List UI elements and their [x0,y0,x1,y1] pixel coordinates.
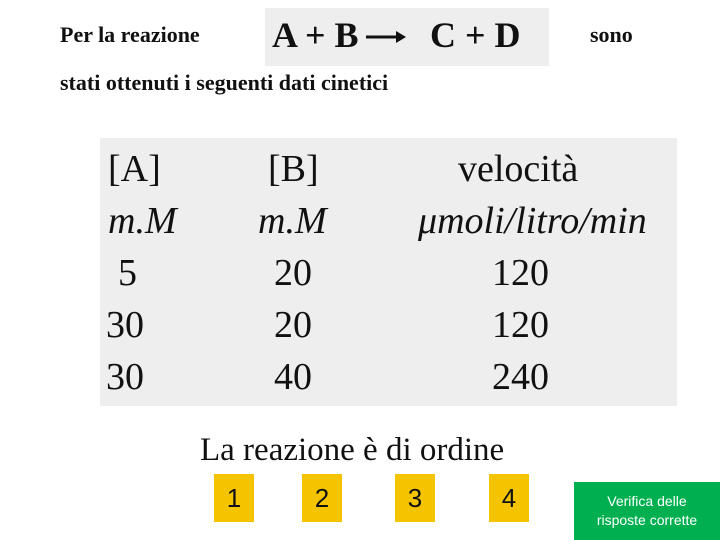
header-b: [B] [268,148,319,190]
equation-reactants: A + B [272,15,359,55]
kinetic-data-table [100,138,677,406]
header-a: [A] [108,148,161,190]
cell-a-3: 30 [106,356,144,398]
intro-line2: stati ottenuti i seguenti dati cinetici [60,70,389,95]
intro-line1-start: Per la reazione [60,22,200,47]
option-1-button[interactable]: 1 [214,474,254,522]
cell-rate-1: 120 [492,252,549,294]
question-text: La reazione è di ordine [200,432,505,468]
cell-b-1: 20 [274,252,312,294]
cell-b-3: 40 [274,356,312,398]
verify-label-line2: risposte corrette [596,512,698,528]
cell-a-2: 30 [106,304,144,346]
reaction-arrow-icon [366,30,406,44]
cell-b-2: 20 [274,304,312,346]
option-3-button[interactable]: 3 [395,474,435,522]
option-4-button[interactable]: 4 [489,474,529,522]
unit-rate: μmoli/litro/min [418,200,647,242]
cell-rate-3: 240 [492,356,549,398]
intro-line1-end: sono [590,22,633,47]
cell-rate-2: 120 [492,304,549,346]
header-rate: velocità [458,148,579,190]
equation-products: C + D [430,15,521,55]
cell-a-1: 5 [118,252,137,294]
unit-a: m.M [108,200,177,242]
unit-b: m.M [258,200,327,242]
verify-label-line1: Verifica delle [607,493,687,509]
verify-answers-button[interactable] [574,482,720,540]
option-2-button[interactable]: 2 [302,474,342,522]
